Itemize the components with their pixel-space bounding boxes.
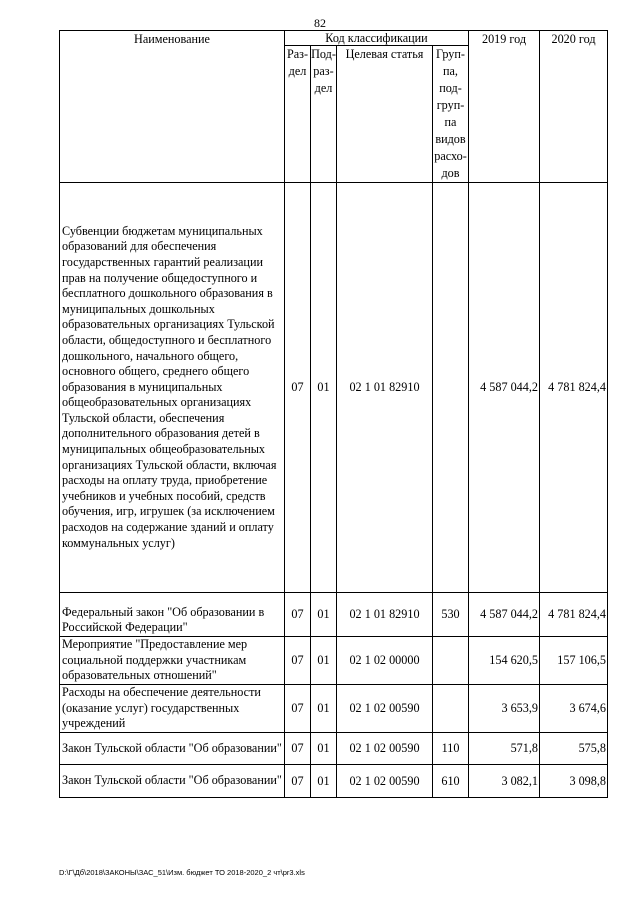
row-group: 110	[433, 733, 469, 765]
row-subsection: 01	[311, 765, 337, 798]
row-name: Субвенции бюджетам муниципальных образований для обеспечения государственных гарантий реализации прав на получение общедоступного и бесплатного дошкольного образования в муниципальных дошкольных образовательных организациях Тульской области, общедоступного и бесплатного дошкольного, начального общего, основного общего, среднего общего образования в муниципальных общеобразовательных организациях Тульской области, обеспечения дополнительного образования детей в муниципальных общеобразовательных организациях Тульской области, включая расходы на оплату труда, приобретение учебников и учебных пособий, средств обучения, игр, игрушек (за исключением расходов на содержание зданий и оплату коммунальных услуг)	[60, 183, 285, 593]
row-subsection: 01	[311, 183, 337, 593]
row-target-item: 02 1 02 00590	[337, 685, 433, 733]
header-year-2020: 2020 год	[540, 31, 608, 183]
table-row	[60, 733, 608, 765]
row-subsection: 01	[311, 733, 337, 765]
row-section: 07	[285, 733, 311, 765]
row-2019: 154 620,5	[469, 637, 540, 685]
table-row	[60, 685, 608, 733]
table-row	[60, 765, 608, 798]
table-row	[60, 183, 608, 593]
header-section: Раз-дел	[285, 46, 311, 183]
row-2020: 3 674,6	[540, 685, 608, 733]
row-2019: 4 587 044,2	[469, 183, 540, 593]
row-section: 07	[285, 637, 311, 685]
row-name: Закон Тульской области "Об образовании"	[60, 733, 285, 765]
row-2020: 157 106,5	[540, 637, 608, 685]
row-2019: 3 082,1	[469, 765, 540, 798]
row-target-item: 02 1 01 82910	[337, 183, 433, 593]
row-subsection: 01	[311, 593, 337, 637]
row-group: 530	[433, 593, 469, 637]
row-section: 07	[285, 593, 311, 637]
row-name: Федеральный закон "Об образовании в Российской Федерации"	[60, 593, 285, 637]
row-2019: 4 587 044,2	[469, 593, 540, 637]
row-target-item: 02 1 01 82910	[337, 593, 433, 637]
row-2020: 4 781 824,4	[540, 593, 608, 637]
row-group	[433, 183, 469, 593]
row-2019: 3 653,9	[469, 685, 540, 733]
row-target-item: 02 1 02 00590	[337, 765, 433, 798]
row-group	[433, 685, 469, 733]
row-subsection: 01	[311, 685, 337, 733]
file-path-footer: D:\Г\Дб\2018\ЗАКОНЫ\ЗАС_51\Изм. бюджет ТО 2018-2020_2 чт\pr3.xls	[59, 868, 305, 877]
row-name: Мероприятие "Предоставление мер социальной поддержки участникам образовательных отношений"	[60, 637, 285, 685]
row-2020: 3 098,8	[540, 765, 608, 798]
row-2020: 575,8	[540, 733, 608, 765]
table-row	[60, 637, 608, 685]
header-target-item: Целевая статья	[337, 46, 433, 183]
header-name: Наименование	[60, 31, 285, 183]
row-group	[433, 637, 469, 685]
page-number: 82	[314, 16, 326, 30]
header-subsection: Под-раз-дел	[311, 46, 337, 183]
table-row	[60, 593, 608, 637]
row-section: 07	[285, 765, 311, 798]
row-section: 07	[285, 685, 311, 733]
row-2019: 571,8	[469, 733, 540, 765]
header-row-1	[60, 31, 608, 46]
header-classification: Код классификации	[285, 31, 469, 46]
row-subsection: 01	[311, 637, 337, 685]
row-name: Расходы на обеспечение деятельности (оказание услуг) государственных учреждений	[60, 685, 285, 733]
row-name: Закон Тульской области "Об образовании"	[60, 765, 285, 798]
row-target-item: 02 1 02 00590	[337, 733, 433, 765]
header-year-2019: 2019 год	[469, 31, 540, 183]
row-2020: 4 781 824,4	[540, 183, 608, 593]
row-group: 610	[433, 765, 469, 798]
header-group: Груп-па, под-груп-па видов расхо-дов	[433, 46, 469, 183]
row-target-item: 02 1 02 00000	[337, 637, 433, 685]
budget-table	[59, 30, 608, 798]
row-section: 07	[285, 183, 311, 593]
